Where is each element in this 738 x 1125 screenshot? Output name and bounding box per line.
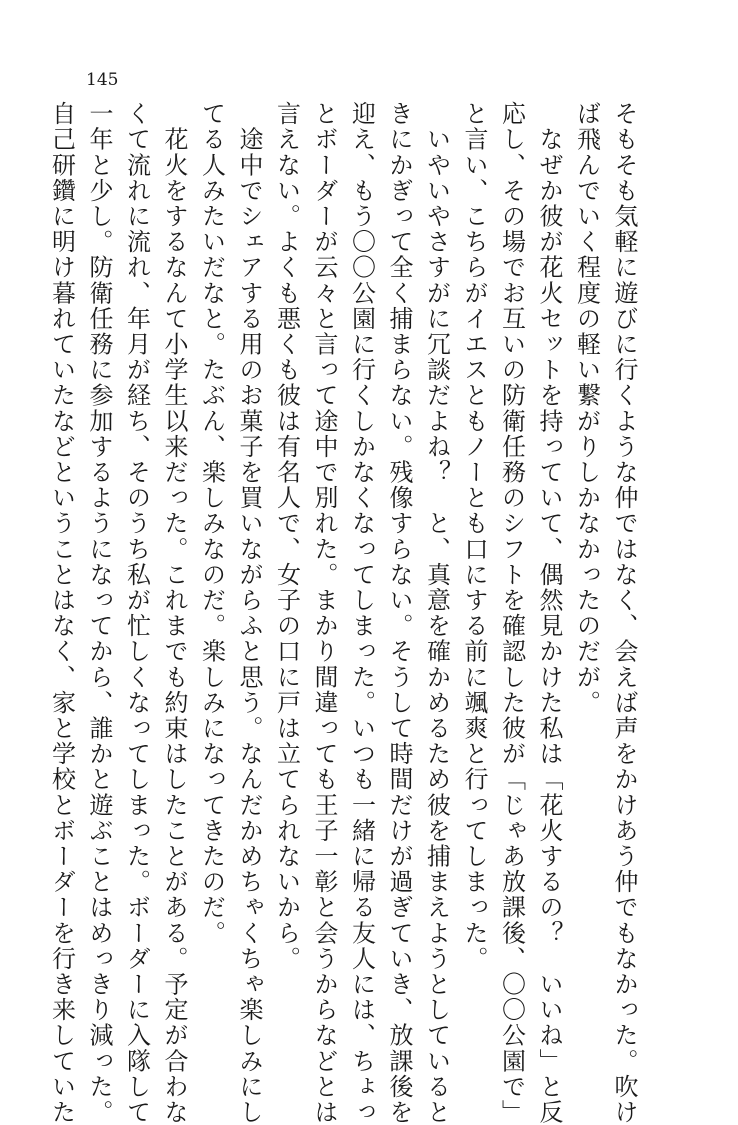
text-line: きにかぎって全く捕まらない。残像すらない。そうして時間だけが過ぎていき、放課後を	[385, 101, 413, 1125]
text-line: いやいやさすがに冗談だよね？ と、真意を確かめるため彼を捕まえようとしていると	[422, 101, 451, 1125]
text-line: 言えない。よくも悪くも彼は有名人で、女子の口に戸は立てられないから。	[272, 101, 301, 972]
body-text	[47, 101, 642, 1125]
text-line: 応し、その場でお互いの防衛任務のシフトを確認した彼が「じゃあ放課後、〇〇公園で」	[497, 101, 526, 1125]
text-line: そもそも気軽に遊びに行くような仲ではなく、会えば声をかけあう仲でもなかった。吹け	[610, 101, 638, 1125]
text-line: なぜか彼が花火セットを持っていて、偶然見かけた私は「花火するの？ いいね」と反	[535, 101, 563, 1125]
text-line: てる人みたいだなと。たぶん、楽しみなのだ。楽しみになってきたのだ。	[197, 101, 226, 946]
text-line: 一年と少し。防衛任務に参加するようになってから、誰かと遊ぶことはめっきり減った。	[85, 101, 113, 1125]
text-line: 迎え、もう〇〇公園に行くしかなくなってしまった。いつも一緒に帰る友人には、ちょっ	[347, 101, 376, 1125]
text-line: 自己研鑽に明け暮れていたなどということはなく、家と学校とボーダーを行き来していた	[47, 101, 76, 1125]
text-line: 途中でシェアする用のお菓子を買いながらふと思う。なんだかめちゃくちゃ楽しみにし	[235, 101, 263, 1125]
text-line: ば飛んでいく程度の軽い繋がりしかなかったのだが。	[572, 101, 601, 716]
text-line: と言い、こちらがイエスともノーとも口にする前に颯爽と行ってしまった。	[460, 101, 488, 972]
text-line: とボーダーが云々と言って途中で別れた。まかり間違っても王子一彰と会うからなどとは	[310, 101, 338, 1125]
text-line: 花火をするなんて小学生以来だった。これまでも約束はしたことがある。予定が合わな	[160, 101, 188, 1125]
page-number: 145	[86, 70, 119, 90]
text-line: くて流れに流れ、年月が経ち、そのうち私が忙しくなってしまった。ボーダーに入隊して	[122, 101, 151, 1125]
